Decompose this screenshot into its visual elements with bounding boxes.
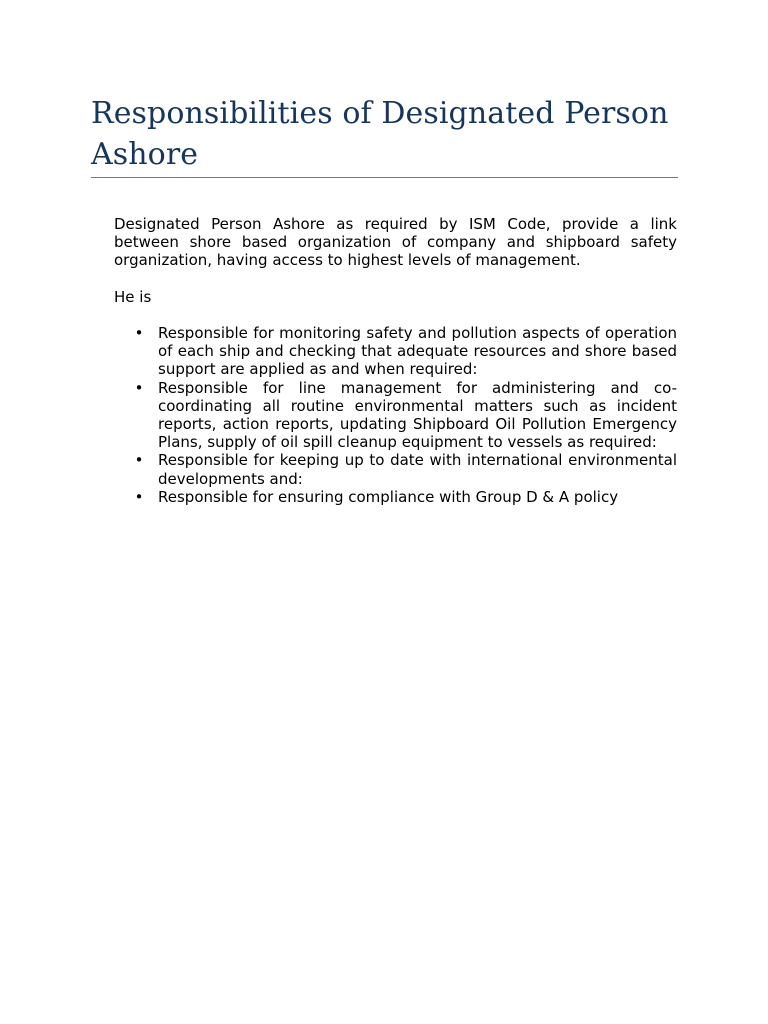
list-item-text: Responsible for line management for administering and co-coordinating all routine environmental matters such as incident reports, action reports, updating Shipboard Oil Pollution Emergency Plans, supply of oil spill cleanup equipment to vessels as required: (158, 378, 677, 452)
list-item-text: Responsible for monitoring safety and pollution aspects of operation of each ship and checking that adequate resources and shore based support are applied as and when required: (158, 324, 677, 379)
title-divider (91, 177, 678, 178)
bullet-icon: • (134, 378, 144, 397)
list-item (114, 488, 677, 506)
responsibility-list (114, 324, 677, 506)
list-item (114, 379, 677, 452)
lead-text: He is (114, 288, 152, 306)
bullet-icon: • (134, 324, 144, 342)
list-item (114, 324, 677, 379)
intro-paragraph: Designated Person Ashore as required by ISM Code, provide a link between shore based organization of company and shipboard safety organization, having access to highest levels of management. (114, 215, 677, 270)
bullet-icon: • (134, 451, 144, 470)
document-title: Responsibilities of Designated Person Ashore (91, 96, 669, 172)
list-item-text: Responsible for keeping up to date with international environmental developments and: (158, 451, 677, 488)
list-item (114, 451, 677, 487)
bullet-icon: • (134, 487, 144, 506)
list-item-text: Responsible for ensuring compliance with Group D & A policy (158, 487, 619, 506)
